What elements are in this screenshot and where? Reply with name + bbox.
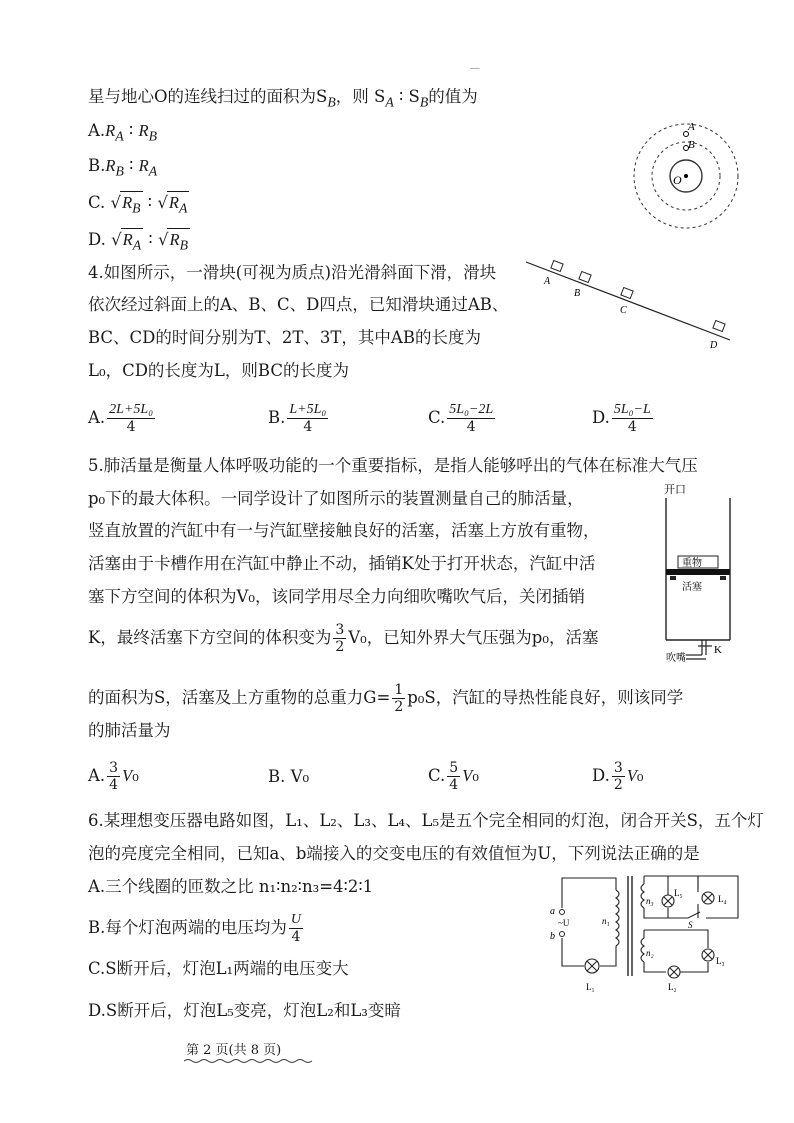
lamp-l2: L₂: [668, 982, 677, 992]
label-mouth: 吹嘴: [666, 653, 686, 664]
q5-option-b: B. V₀: [268, 767, 310, 786]
orbit-label-o: O: [673, 173, 682, 187]
transformer-circuit: [548, 868, 744, 1000]
label-weight: 重物: [682, 558, 702, 569]
q4-line-1: 4.如图所示，一滑块(可视为质点)沿光滑斜面下滑，滑块: [88, 263, 497, 282]
orbit-diagram: [630, 118, 750, 230]
q6-option-a: A.三个线圈的匝数之比 n₁∶n₂∶n₃=4∶2∶1: [88, 877, 374, 896]
coil-n3: n₃: [646, 896, 654, 906]
slope-label-a: A: [544, 276, 551, 287]
q5-line-3: 竖直放置的汽缸中有一与汽缸壁接触良好的活塞，活塞上方放有重物，: [88, 521, 600, 540]
lamp-l4: L₄: [718, 894, 727, 904]
q4-option-a: A. $\frac{\text{2L+5L₀}}{4}$: [88, 402, 154, 435]
slope-label-c: C: [620, 305, 627, 316]
q3-option-d: D. $√R_A$ ∶ $√R_B$: [88, 228, 190, 256]
q4-option-d: D. $\frac{\text{5L₀−L}}{4}$: [592, 402, 651, 435]
q3-option-a: $A.R_A$ ∶ $R_B$: [88, 121, 157, 144]
q4-line-3: BC、CD的时间分别为T、2T、3T，其中AB的长度为: [88, 328, 481, 347]
q5-line-1: 5.肺活量是衡量人体呼吸功能的一个重要指标，是指人能够呼出的气体在标准大气压: [88, 456, 698, 475]
lamp-l5: L₅: [674, 888, 683, 898]
terminal-b: b: [550, 931, 555, 942]
q4-line-2: 依次经过斜面上的A、B、C、D四点，已知滑块通过AB、: [88, 295, 509, 314]
q5-line-5: 塞下方空间的体积为V₀，该同学用尽全力向细吹嘴吹气后，关闭插销: [88, 587, 586, 606]
q5-line-8: 的肺活量为: [88, 721, 171, 740]
orbit-label-a: A: [688, 121, 695, 133]
q6-option-d: D.S断开后，灯泡L₅变亮，灯泡L₂和L₃变暗: [88, 1001, 401, 1020]
terminal-a: a: [550, 906, 555, 917]
q5-line-4: 活塞由于卡槽作用在汽缸中静止不动，插销K处于打开状态，汽缸中活: [88, 554, 596, 573]
q5-option-a: A. $\frac{3}{4}$ V₀: [88, 760, 139, 793]
q5-line-2: p₀下的最大体积。一同学设计了如图所示的装置测量自己的肺活量，: [88, 489, 584, 508]
page-footer: 第 2 页(共 8 页): [186, 1043, 282, 1058]
q5-line-6: K，最终活塞下方空间的体积变为 $\frac{3}{2}$ V₀，已知外界大气压强为p₀，活塞: [88, 622, 599, 655]
q4-option-b: B. $\frac{\text{L+5L₀}}{4}$: [268, 402, 327, 435]
slope-label-d: D: [710, 340, 718, 351]
q6-option-c: C.S断开后，灯泡L₁两端的电压变大: [88, 959, 349, 978]
lamp-l3: L₃: [716, 956, 725, 966]
q4-option-c: C. $\frac{\text{5L₀−2L}}{4}$: [428, 402, 494, 435]
coil-n1: n₁: [602, 916, 610, 926]
q3-stem: 星与地心O的连线扫过的面积为$S_B$，则 $S_A$ ∶ $S_B$的值为: [88, 87, 478, 110]
source-u: ~U: [558, 918, 570, 928]
label-open: 开口: [664, 484, 686, 496]
orbit-label-b: B: [688, 139, 695, 151]
q6-line-1: 6.某理想变压器电路如图，L₁、L₂、L₃、L₄、L₅是五个完全相同的灯泡，闭合开关S，五个灯: [88, 811, 764, 830]
slope-label-b: B: [574, 288, 581, 299]
q5-line-7: 的面积为S，活塞及上方重物的总重力G= $\frac{1}{2}$ p₀S，汽缸的导热性能良好，则该同学: [88, 682, 684, 715]
coil-n2: n₂: [646, 948, 654, 958]
q4-line-4: L₀，CD的长度为L，则BC的长度为: [88, 361, 349, 380]
footer-underline: [184, 1058, 314, 1064]
q5-option-c: C. $\frac{5}{4}$ V₀: [428, 760, 479, 793]
top-mark: —: [470, 63, 480, 74]
q3-option-c: C. $√R_B$ ∶ $√R_A$: [88, 191, 189, 219]
label-pin: K: [714, 644, 722, 656]
q6-line-2: 泡的亮度完全相同，已知a、b端接入的交变电压的有效值恒为U，下列说法正确的是: [88, 844, 700, 863]
label-piston: 活塞: [682, 582, 702, 593]
slope-diagram: [522, 256, 734, 354]
switch-s: S: [688, 920, 693, 930]
q6-option-b: B.每个灯泡两端的电压均为 $\frac{U}{4}$: [88, 912, 301, 945]
q3-option-b: $B.R_B$ ∶ $R_A$: [88, 156, 158, 179]
cylinder-diagram: [662, 480, 752, 666]
lamp-l1: L₁: [586, 982, 595, 992]
q5-option-d: D. $\frac{3}{2}$ V₀: [592, 760, 644, 793]
